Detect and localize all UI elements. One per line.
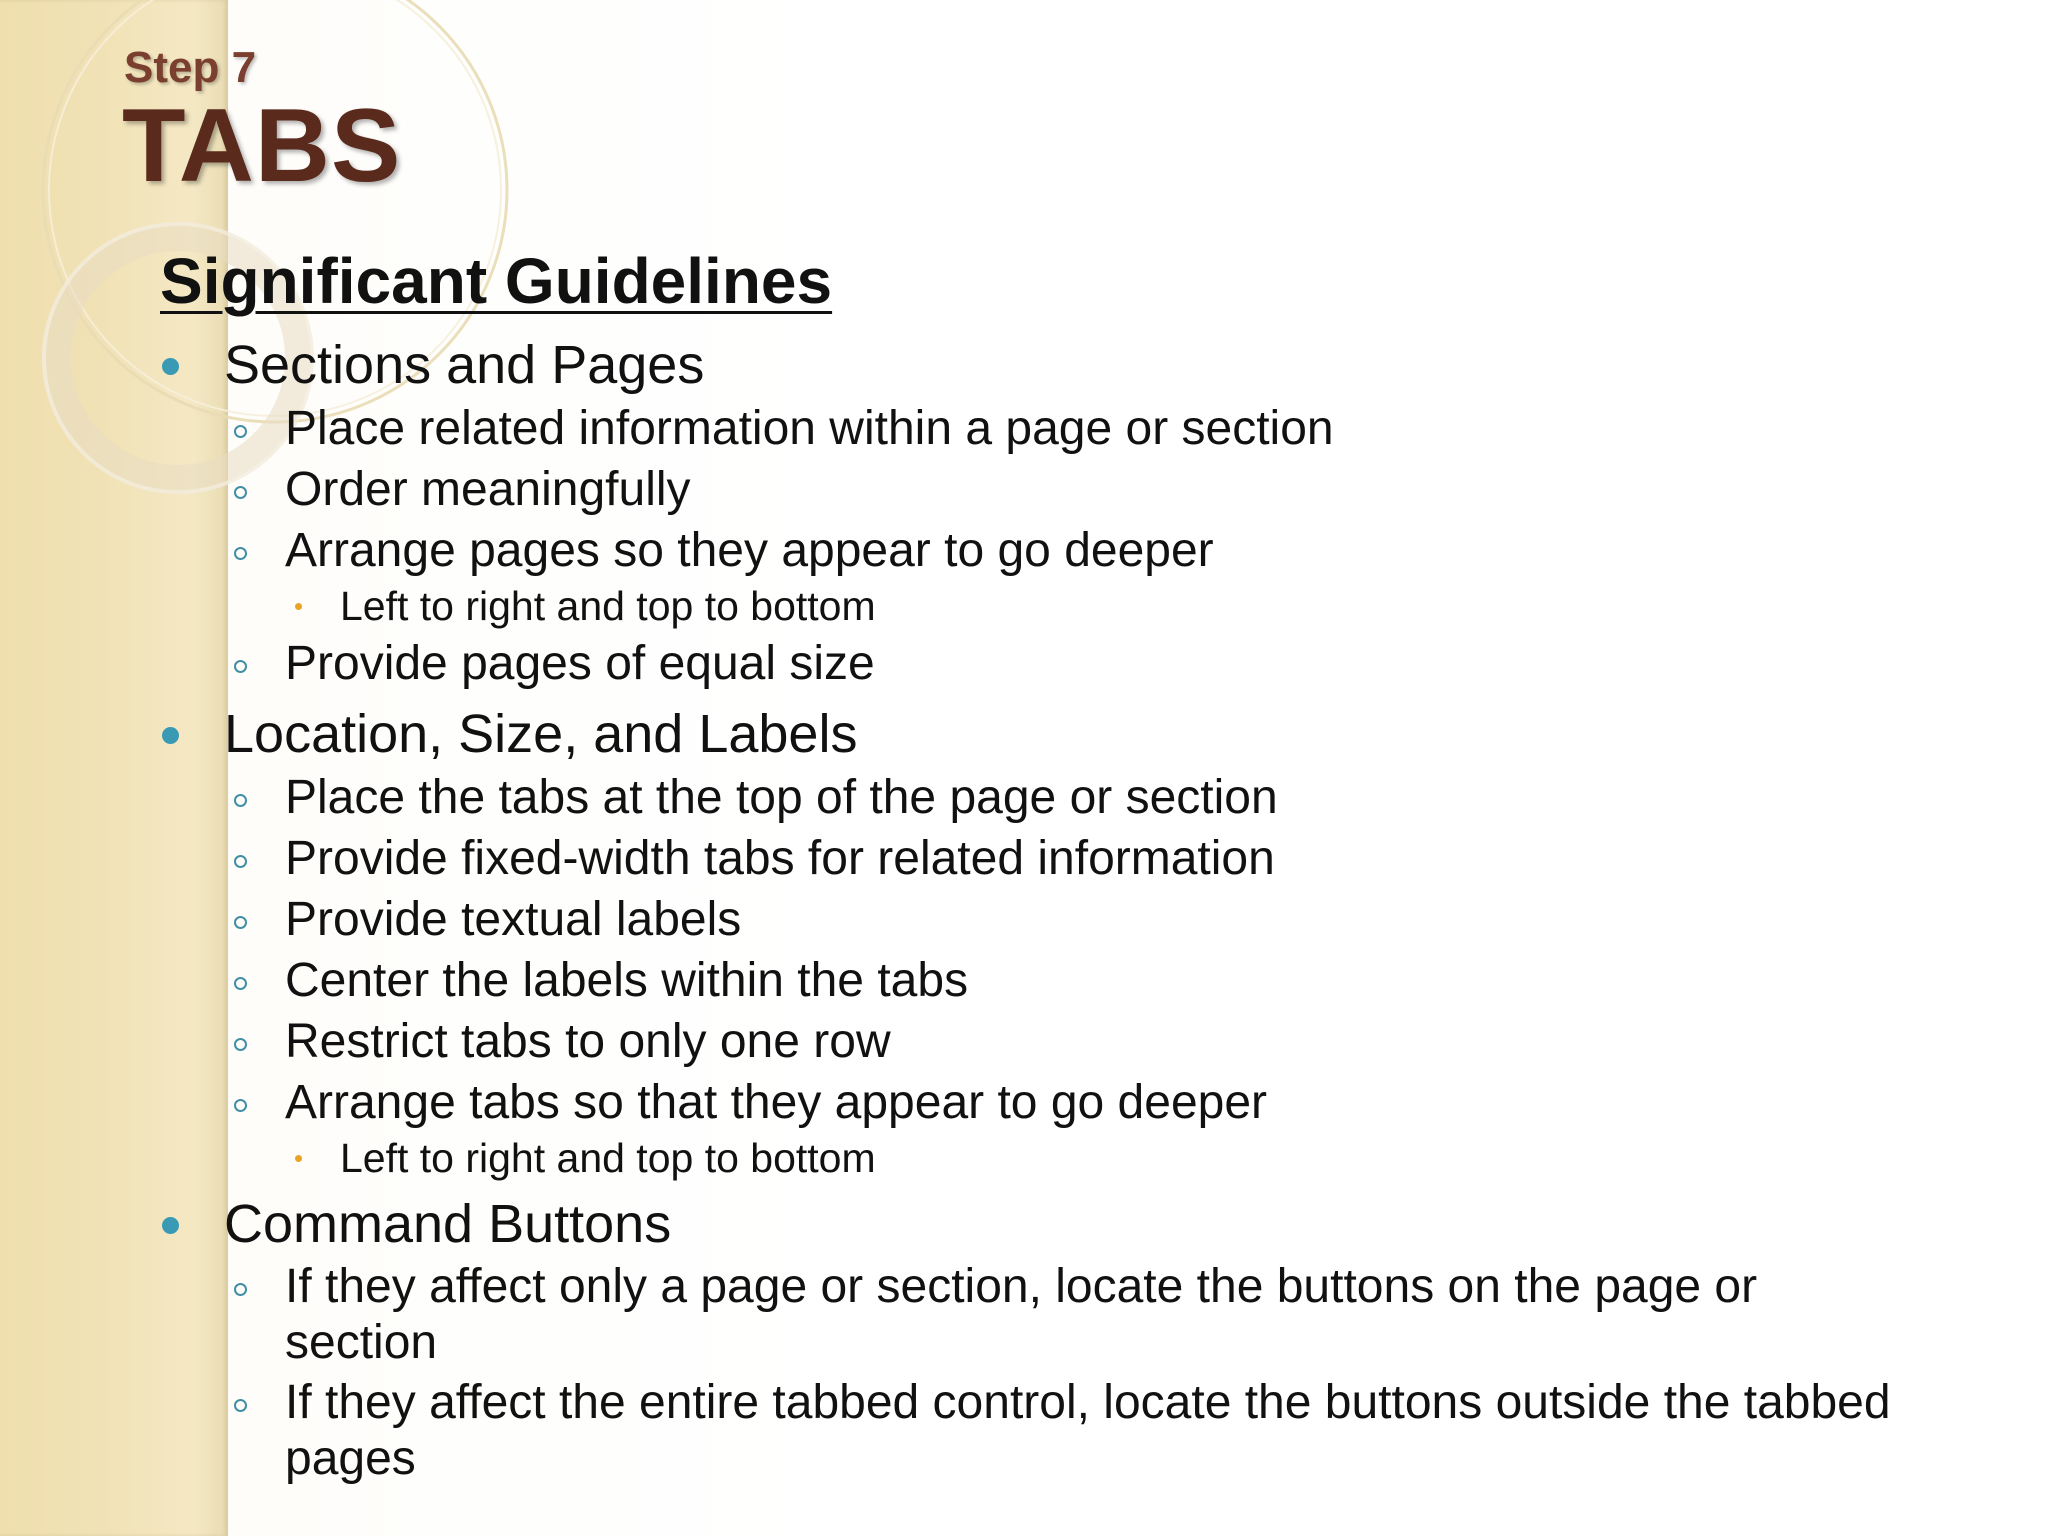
list-item-text: Provide pages of equal size (285, 637, 875, 690)
section-heading-text: Command Buttons (224, 1194, 672, 1254)
list-item (285, 1075, 1267, 1131)
section-heading-text: Sections and Pages (224, 335, 705, 395)
list-item-text: If they affect the entire tabbed control, locate the buttons outside the tabbed pages (285, 1376, 1891, 1485)
list-item-text: Place the tabs at the top of the page or section (285, 771, 1278, 824)
section-heading (224, 706, 857, 762)
section-heading (224, 337, 704, 393)
list-subitem-text: Left to right and top to bottom (340, 1135, 876, 1181)
list-item (285, 523, 1214, 579)
list-item (285, 1259, 1905, 1371)
list-item (285, 1014, 891, 1070)
bullet-ring-icon (234, 916, 247, 929)
bullet-ring-icon (234, 1283, 247, 1296)
bullet-ring-icon (234, 425, 247, 438)
list-subitem-text: Left to right and top to bottom (340, 583, 876, 629)
bullet-ring-icon (234, 1399, 247, 1412)
bullet-small-dot-icon (295, 1155, 302, 1162)
list-item-text: If they affect only a page or section, locate the buttons on the page or section (285, 1260, 1758, 1369)
list-item (285, 636, 875, 692)
bullet-ring-icon (234, 1099, 247, 1112)
bullet-ring-icon (234, 977, 247, 990)
bullet-dot-icon (162, 358, 179, 375)
bullet-dot-icon (162, 727, 179, 744)
list-item-text: Provide fixed-width tabs for related information (285, 832, 1275, 885)
slide-title: TABS (122, 88, 402, 204)
list-item-text: Arrange pages so they appear to go deeper (285, 524, 1214, 577)
list-item (285, 831, 1275, 887)
list-item (285, 892, 741, 948)
bullet-ring-icon (234, 794, 247, 807)
step-label: Step 7 (124, 43, 257, 92)
bullet-ring-icon (234, 547, 247, 560)
list-item (285, 953, 968, 1009)
list-item (285, 462, 691, 518)
list-item-text: Place related information within a page or section (285, 402, 1334, 455)
section-heading-text: Location, Size, and Labels (224, 704, 858, 764)
list-item-text: Provide textual labels (285, 893, 742, 946)
list-subitem (340, 1130, 876, 1186)
list-item (285, 401, 1334, 457)
list-item-text: Arrange tabs so that they appear to go deeper (285, 1076, 1268, 1129)
section-heading (224, 1196, 671, 1252)
bullet-small-dot-icon (295, 603, 302, 610)
bullet-dot-icon (162, 1217, 179, 1234)
list-item-text: Center the labels within the tabs (285, 954, 969, 1007)
bullet-ring-icon (234, 855, 247, 868)
slide-subtitle: Significant Guidelines (160, 245, 833, 317)
list-item (285, 770, 1278, 826)
list-subitem (340, 578, 876, 634)
bullet-ring-icon (234, 1038, 247, 1051)
list-item-text: Order meaningfully (285, 463, 691, 516)
list-item (285, 1375, 1905, 1487)
bullet-ring-icon (234, 660, 247, 673)
list-item-text: Restrict tabs to only one row (285, 1015, 891, 1068)
bullet-ring-icon (234, 486, 247, 499)
